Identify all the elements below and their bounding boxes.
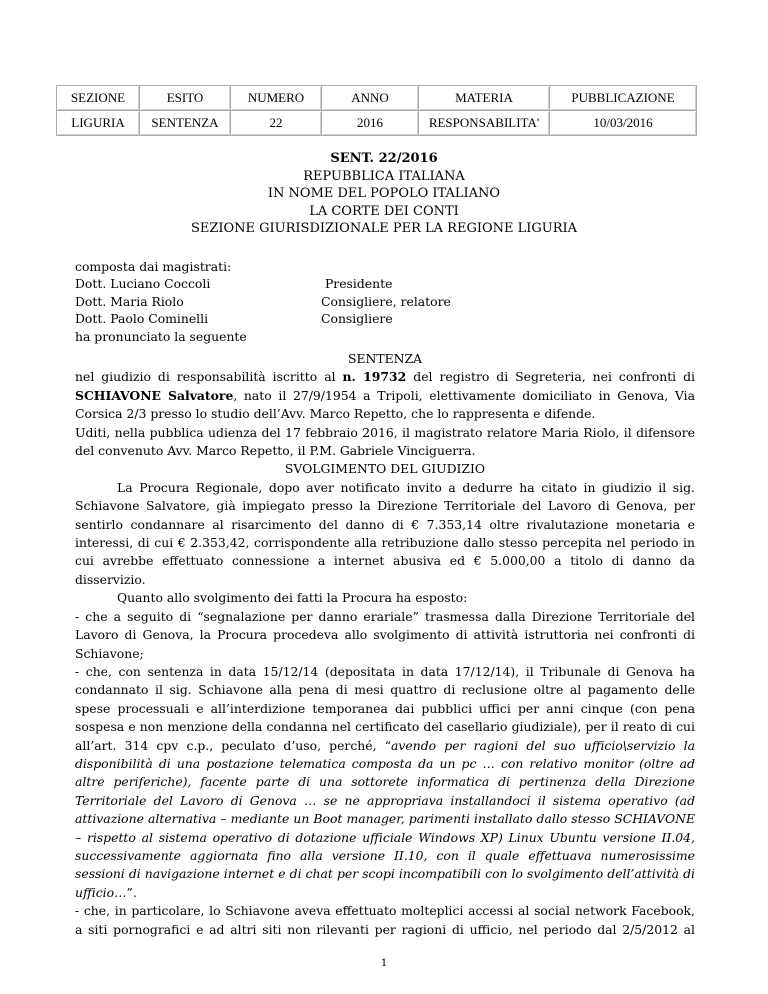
paragraph-proceeding xyxy=(75,368,695,423)
page-number: 1 xyxy=(380,958,388,969)
value-anno: 2016 xyxy=(322,110,419,136)
member-role: Consigliere, relatore xyxy=(321,293,451,309)
value-numero: 22 xyxy=(231,110,322,136)
paragraph-text: ”. xyxy=(126,884,137,900)
member-name: Dott. Paolo Cominelli xyxy=(75,311,209,327)
member-role: Consigliere xyxy=(321,311,393,327)
header-esito: ESITO xyxy=(140,85,231,110)
paragraph-text: nel giudizio di responsabilità iscritto al xyxy=(75,369,343,385)
value-sezione: LIGURIA xyxy=(56,110,140,136)
paragraph-tribunale xyxy=(75,663,695,902)
paragraph-hearing: Uditi, nella pubblica udienza del 17 febbraio 2016, il magistrato relatore Maria Riolo, il difensore del convenuto Avv. Marco Repetto, il P.M. Gabriele Vinciguerra. xyxy=(75,424,695,459)
sentence-number: SENT. 22/2016 xyxy=(330,151,438,166)
registry-number: n. 19732 xyxy=(342,369,407,385)
defendant-name: SCHIAVONE Salvatore xyxy=(75,387,234,403)
svolgimento-title: SVOLGIMENTO DEL GIUDIZIO xyxy=(284,461,486,477)
composition-outro: ha pronunciato la seguente xyxy=(75,328,247,344)
judgment-body xyxy=(75,350,695,939)
value-esito: SENTENZA xyxy=(140,110,231,136)
heading-section: SEZIONE GIURISDIZIONALE PER LA REGIONE LIGURIA xyxy=(190,221,578,236)
paragraph-segnalazione: - che a seguito di “segnalazione per danno erariale” trasmessa dalla Direzione Territoriale del Lavoro di Genova, la Procura procedeva allo svolgimento di attività istruttoria nei confronti di Schiavone; xyxy=(75,608,695,661)
table-header-row xyxy=(56,85,697,110)
value-materia: RESPONSABILITA' xyxy=(419,110,550,136)
heading-republic: REPUBBLICA ITALIANA xyxy=(303,168,465,184)
paragraph-accessi: - che, in particolare, lo Schiavone aveva effettuato molteplici accessi al social network Facebook, a siti pornografici e ad altri siti non rilevanti per ragioni di ufficio, nel periodo dal 2/5/2012 al xyxy=(75,903,695,937)
header-anno: ANNO xyxy=(322,85,419,110)
quoted-charge: avendo per ragioni del suo ufficio\servizio la disponibilità di una postazione telematica composta da un pc … con relativo monitor (oltre ad altre periferiche), facente parte di una sottorete informatica di pertinenza della Direzione Territoriale del Lavoro di Genova … se ne appropriava installandoci il sistema operativo (ad attivazione alternativa – mediante un Boot manager, parimenti installato dallo stesso SCHIAVONE – rispetto al sistema operativo di dotazione ufficiale Windows XP) Linux Ubuntu versione II.04, successivamente aggiornata fino alla versione II.10, con il quale effettuava numerosissime sessioni di navigazione internet e di chat per scopi incompatibili con lo svolgimento dell’attività di ufficio… xyxy=(75,737,695,900)
member-role: Presidente xyxy=(321,276,393,292)
member-row xyxy=(75,293,695,310)
value-pubblicazione: 10/03/2016 xyxy=(550,110,697,136)
member-row xyxy=(75,310,695,327)
member-row xyxy=(75,275,695,292)
table-value-row xyxy=(56,110,697,136)
paragraph-procura: La Procura Regionale, dopo aver notificato invito a dedurre ha citato in giudizio il sig. Schiavone Salvatore, già impiegato presso la Direzione Territoriale del Lavoro di Genova, per sentirlo condannare al risarcimento del danno di € 7.353,14 oltre rivalutazione monetaria e interessi, di cui € 2.353,42, corrispondente alla retribuzione dallo stesso percepita nel periodo in cui avrebbe effettuato connessione a internet abusiva ed € 5.000,00 a titolo di danno da disservizio. xyxy=(75,479,695,587)
header-materia: MATERIA xyxy=(419,85,550,110)
paragraph-text: - che, con sentenza in data 15/12/14 (depositata in data 17/12/14), il Tribunale di Genova ha condannato il sig. Schiavone alla pena di mesi quattro di reclusione oltre al pagamento delle spese processuali e all’interdizione temporanea dai pubblici uffici per anni cinque (con pena sospesa e non menzione della condanna nel certificato del casellario giudiziale), per il reato di cui all’art. 314 cpv c.p., peculato d’uso, perché, “ xyxy=(75,663,695,753)
member-name: Dott. Luciano Coccoli xyxy=(75,276,211,292)
heading-court: LA CORTE DEI CONTI xyxy=(309,203,459,219)
paragraph-facts-intro: Quanto allo svolgimento dei fatti la Procura ha esposto: xyxy=(117,590,468,606)
paragraph-text: , nato il 27/9/1954 a Tripoli, elettivamente domiciliato in Genova, Via Corsica 2/3 presso lo studio dell’Avv. Marco Repetto, che lo rappresenta e difende. xyxy=(75,387,695,422)
court-composition xyxy=(75,258,695,345)
member-name: Dott. Maria Riolo xyxy=(75,293,184,309)
metadata-table xyxy=(56,85,697,136)
judgment-heading xyxy=(0,150,768,238)
heading-people: IN NOME DEL POPOLO ITALIANO xyxy=(267,186,501,201)
composition-intro: composta dai magistrati: xyxy=(75,259,232,274)
header-sezione: SEZIONE xyxy=(56,85,140,110)
header-pubblicazione: PUBBLICAZIONE xyxy=(550,85,697,110)
sentenza-title: SENTENZA xyxy=(347,351,423,366)
header-numero: NUMERO xyxy=(231,85,322,110)
paragraph-text: del registro di Segreteria, nei confronti di xyxy=(406,369,696,385)
